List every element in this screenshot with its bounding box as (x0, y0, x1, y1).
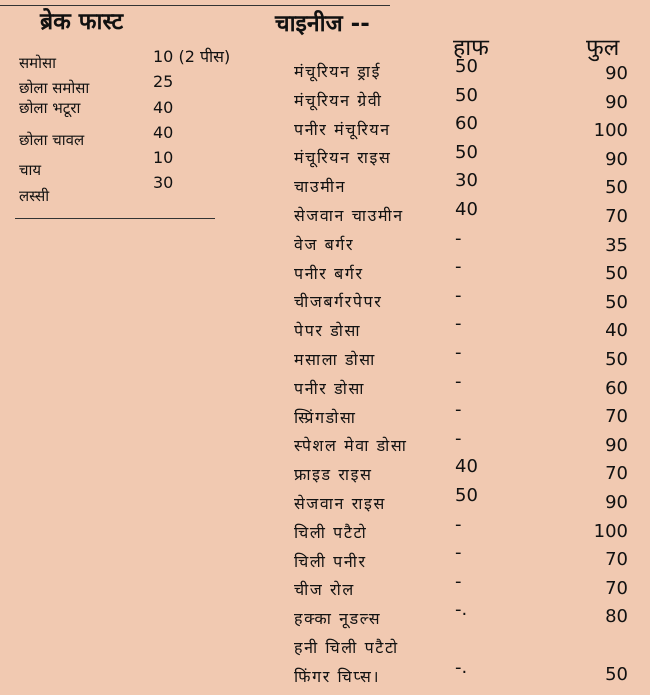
chinese-item-half-price: -. (455, 656, 468, 678)
chinese-item-name: पनीर डोसा (294, 378, 366, 398)
chinese-item-half-price: 50 (455, 141, 478, 163)
chinese-item-name: मसाला डोसा (294, 350, 376, 369)
chinese-item-full-price: 70 (605, 206, 628, 227)
chinese-item-half-price: - (455, 227, 462, 249)
chinese-item-half-price: - (455, 256, 462, 278)
chinese-item-name: हनी चिली पटैटो (294, 638, 399, 657)
chinese-item-name: मंचूरियन राइस (294, 148, 392, 168)
chinese-item-name: चिली पनीर (294, 551, 367, 571)
chinese-item-name: फिंगर चिप्स। (294, 666, 381, 686)
chinese-item-name: फ्राइड राइस (294, 465, 373, 485)
chinese-item-full-price: 70 (605, 577, 628, 599)
chinese-item-full-price: 90 (605, 492, 628, 513)
breakfast-item-price: 40 (153, 123, 174, 142)
chinese-item-half-price: - (455, 542, 462, 564)
chinese-item-half-price: 50 (455, 56, 478, 77)
chinese-item-name: चिली पटैटो (294, 522, 368, 542)
chinese-item-name: सेजवान राइस (294, 494, 386, 513)
chinese-title: चाइनीज -- (275, 11, 370, 37)
chinese-item-full-price: 50 (605, 349, 628, 370)
chinese-item-half-price: -. (455, 599, 468, 621)
chinese-item-half-price: - (455, 370, 462, 392)
chinese-item-half-price: - (455, 284, 462, 306)
chinese-item-full-price: 90 (605, 434, 628, 456)
breakfast-item-name: लस्सी (19, 187, 50, 205)
chinese-item-full-price: 90 (605, 91, 628, 113)
breakfast-item-price: 10 (2 पीस) (153, 47, 231, 66)
chinese-item-half-price: 40 (455, 199, 478, 220)
chinese-item-half-price: - (455, 570, 462, 592)
chinese-item-name: पेपर डोसा (294, 321, 362, 341)
chinese-item-full-price: 60 (605, 377, 628, 399)
chinese-item-full-price: 100 (593, 120, 628, 142)
chinese-item-name: पनीर मंचूरियन (294, 119, 391, 139)
breakfast-underline (15, 218, 215, 219)
chinese-item-full-price: 70 (605, 406, 628, 428)
chinese-item-half-price: 40 (455, 456, 478, 478)
chinese-item-half-price: 60 (455, 113, 478, 135)
chinese-item-name: स्प्रिंगडोसा (294, 407, 357, 427)
chinese-item-full-price: 40 (605, 320, 628, 342)
chinese-item-half-price: 30 (455, 170, 478, 192)
breakfast-item-price: 40 (153, 98, 174, 117)
breakfast-item-price: 10 (153, 148, 174, 167)
chinese-item-half-price: - (455, 513, 462, 535)
chinese-item-half-price: - (455, 399, 462, 421)
chinese-item-full-price: 70 (605, 463, 628, 485)
chinese-item-full-price: 50 (605, 291, 628, 313)
breakfast-item-name: छोला समोसा (19, 79, 90, 97)
chinese-item-name: वेज बर्गर (294, 234, 355, 254)
chinese-item-full-price: 35 (605, 234, 628, 256)
chinese-item-half-price: - (455, 313, 462, 335)
chinese-item-name: चाउमीन (294, 177, 347, 197)
chinese-item-full-price: 50 (605, 663, 628, 685)
breakfast-item-name: चाय (19, 161, 42, 179)
chinese-item-full-price: 80 (605, 606, 628, 628)
chinese-item-full-price: 70 (605, 549, 628, 571)
chinese-item-full-price: 50 (605, 177, 628, 199)
breakfast-item-price: 30 (153, 173, 174, 192)
chinese-item-name: पनीर बर्गर (294, 263, 364, 283)
breakfast-item-name: छोला भटूरा (19, 99, 81, 117)
chinese-item-name: सेजवान चाउमीन (294, 206, 404, 225)
breakfast-item-name: छोला चावल (19, 131, 85, 149)
chinese-item-half-price: - (455, 342, 462, 363)
chinese-item-name: हक्का नूडल्स (294, 609, 382, 629)
chinese-item-full-price: 100 (593, 520, 628, 542)
chinese-item-name: स्पेशल मेवा डोसा (294, 436, 408, 456)
chinese-item-full-price: 90 (605, 63, 628, 84)
full-column-header: फुल (586, 35, 620, 61)
breakfast-item-name: समोसा (19, 54, 57, 72)
chinese-item-name: मंचूरियन ड्राई (294, 62, 382, 81)
chinese-item-name: चीज रोल (294, 580, 355, 600)
chinese-item-half-price: 50 (455, 84, 478, 106)
chinese-item-half-price: 50 (455, 485, 478, 506)
chinese-item-full-price: 90 (605, 148, 628, 170)
chinese-item-half-price: - (455, 427, 462, 449)
chinese-item-name: मंचूरियन ग्रेवी (294, 90, 383, 110)
half-column-header: हाफ (453, 35, 489, 61)
breakfast-title: ब्रेक फास्ट (40, 9, 124, 35)
chinese-item-full-price: 50 (605, 263, 628, 285)
breakfast-item-price: 25 (153, 72, 174, 91)
chinese-item-name: चीजबर्गरपेपर (294, 292, 383, 312)
